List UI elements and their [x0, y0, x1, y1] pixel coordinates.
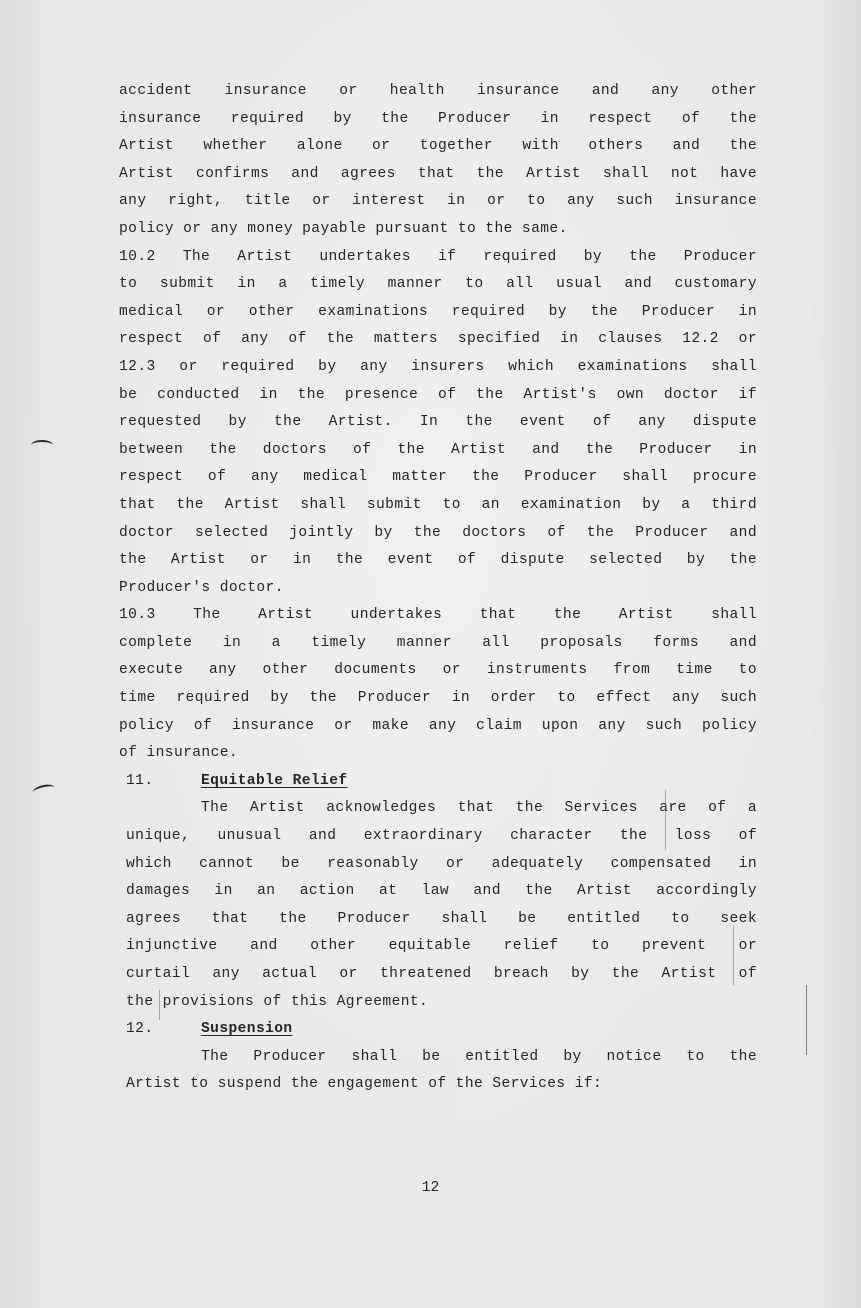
text-line: between the doctors of the Artist and the Producer in	[119, 441, 757, 458]
page-number: 12	[421, 1180, 440, 1196]
text-line: time required by the Producer in order to effect any such	[119, 690, 757, 707]
text-line: policy or any money payable pursuant to the same.	[119, 220, 568, 237]
text-line: unique, unusual and extraordinary character the loss of	[126, 828, 757, 845]
text-line: 12.3 or required by any insurers which examinations shall	[119, 358, 757, 375]
text-line: Artist confirms and agrees that the Artist shall not have	[119, 165, 757, 182]
text-line: Producer's doctor.	[119, 579, 284, 596]
paragraph-10-3	[119, 602, 757, 768]
text-line: The Producer shall be entitled by notice to the	[201, 1048, 757, 1065]
section-heading	[119, 768, 757, 796]
text-line: doctor selected jointly by the doctors of the Producer and	[119, 524, 757, 541]
text-line: accident insurance or health insurance and any other	[119, 83, 757, 99]
text-line: policy of insurance or make any claim upon any such policy	[119, 717, 757, 734]
text-line: respect of any of the matters specified in clauses 12.2 or	[119, 331, 757, 348]
text-line: Artist whether alone or together with others and the	[119, 138, 757, 155]
text-line: the Artist or in the event of dispute selected by the	[119, 552, 757, 569]
document-body	[119, 78, 757, 1099]
text-line: to submit in a timely manner to all usual and customary	[119, 276, 757, 293]
section-number: 12.	[126, 1021, 154, 1038]
scan-line	[806, 985, 807, 1055]
text-line: complete in a timely manner all proposals forms and	[119, 634, 757, 651]
text-line: be conducted in the presence of the Artist's own doctor if	[119, 386, 757, 403]
margin-mark	[32, 783, 56, 797]
text-line: requested by the Artist. In the event of any dispute	[119, 414, 757, 431]
text-line: medical or other examinations required by the Producer in	[119, 303, 757, 320]
scan-line	[733, 925, 734, 985]
section-title: Suspension	[201, 1021, 293, 1038]
section-heading	[119, 1016, 757, 1044]
text-line: any right, title or interest in or to any such insurance	[119, 193, 757, 210]
text-line: damages in an action at law and the Artist accordingly	[126, 883, 757, 900]
section-number: 11.	[126, 772, 154, 789]
scan-line	[159, 990, 160, 1020]
text-line: execute any other documents or instruments from time to	[119, 662, 757, 679]
text-line: injunctive and other equitable relief to prevent or	[126, 938, 757, 955]
section-12	[119, 1016, 757, 1099]
text-line: the provisions of this Agreement.	[126, 993, 429, 1010]
text-line: The Artist acknowledges that the Services are of a	[201, 800, 757, 817]
section-title: Equitable Relief	[201, 772, 348, 789]
paragraph-10-1-continued	[119, 78, 757, 244]
text-line: 10.3 The Artist undertakes that the Artist shall	[119, 607, 757, 624]
text-line: respect of any medical matter the Producer shall procure	[119, 469, 757, 486]
text-line: insurance required by the Producer in respect of the	[119, 110, 757, 127]
text-line: Artist to suspend the engagement of the Services if:	[126, 1076, 603, 1093]
text-line: of insurance.	[119, 745, 239, 762]
scan-line	[665, 790, 666, 850]
margin-mark	[31, 440, 53, 450]
text-line: that the Artist shall submit to an examination by a third	[119, 496, 757, 513]
paragraph-10-2	[119, 244, 757, 603]
text-line: which cannot be reasonably or adequately compensated in	[126, 855, 757, 872]
text-line: curtail any actual or threatened breach by the Artist of	[126, 966, 757, 982]
section-11	[119, 768, 757, 1016]
text-line: agrees that the Producer shall be entitled to seek	[126, 910, 757, 927]
text-line: 10.2 The Artist undertakes if required by the Producer	[119, 248, 757, 265]
